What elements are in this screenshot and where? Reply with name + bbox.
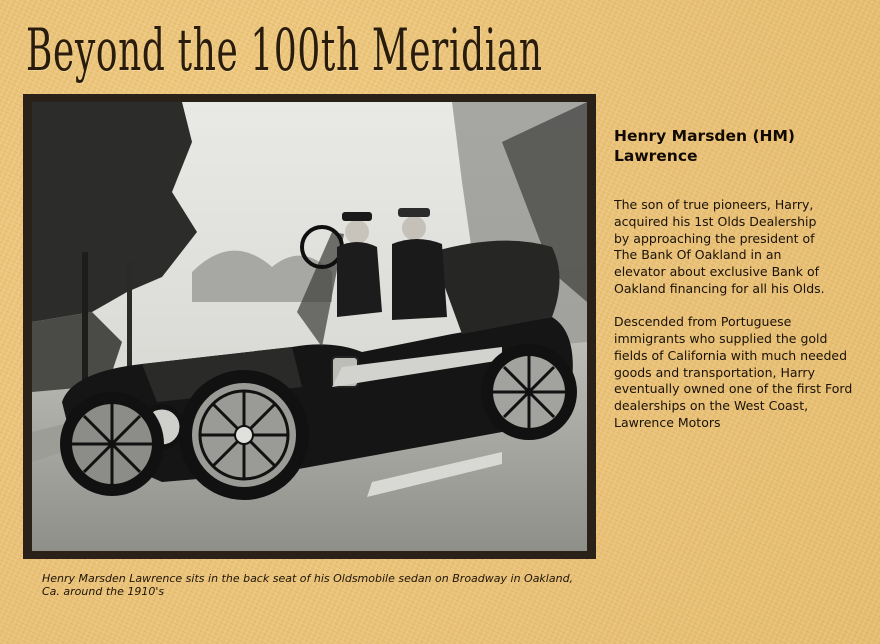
bio-heading: Henry Marsden (HM) Lawrence <box>614 127 796 165</box>
photo-frame <box>23 94 596 559</box>
bio-sidebar <box>614 126 864 432</box>
page-title: Beyond the 100th Meridian <box>26 16 543 84</box>
car-photo <box>32 102 587 551</box>
bio-paragraph: Descended from Portuguese immigrants who supplied the gold fields of California with much needed goods and transportation, Harry eventually owned one of the first Ford dealerships on the West Coast, Lawrence Motors <box>614 314 853 431</box>
bio-paragraph: The son of true pioneers, Harry, acquired his 1st Olds Dealership by approaching the president of The Bank Of Oakland in an elevator about exclusive Bank of Oakland financing for all his Olds. <box>614 197 825 296</box>
car-photo-illustration <box>32 102 587 551</box>
photo-caption: Henry Marsden Lawrence sits in the back seat of his Oldsmobile sedan on Broadway in Oakland, Ca. around the 1910's <box>42 572 574 598</box>
